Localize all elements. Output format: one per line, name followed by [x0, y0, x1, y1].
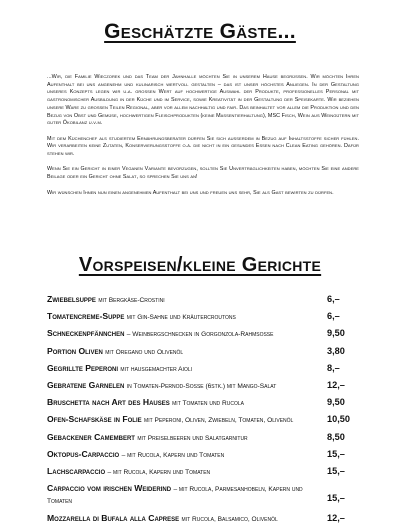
item-name: Schneckenpfännchen: [47, 328, 125, 339]
item-price: 8,–: [327, 362, 340, 373]
item-name: Carpaccio vom irischen Weiderind: [47, 483, 172, 494]
menu-list: [47, 294, 363, 530]
menu-item: [47, 346, 363, 358]
greeting-paragraph: ...Wir, die Familie Wieczorek und das Team der Jahnhalle möchten Sie in unserem Hause begrüssen. Wir möchten Ihren Aufenthalt bei uns angenehm und kulinarisch wertvoll gestalten – das ist unser höchstes Anliegen. In der Gestaltung unseres Konzepts legen wir u.a. grossen Wert auf hochwertige Auswahl der Produkte, professionelles Personal mit gastronomischer Ausbildung in der Küche und im Service, sowie Kreativität in der Gestaltung der Speisekarte. Wir beziehen unsere Ware zu grossen Teilen Regional, aber vor allem nachhaltig und fair. Das beinhaltet vor allem die Produktion und den Bezug von Obst und Gemüse, hochwertigen Fleischprodukten (keine Massentierhaltung), MSC Fisch, Wein aus Weingütern mit guter Ökobilanz u.v.m.: [47, 74, 359, 127]
menu-item: [47, 449, 363, 461]
menu-item: [47, 466, 363, 478]
item-description: – mit Rucola, Parmesanhobeln, Kapern und Tomaten: [47, 486, 303, 506]
item-name: Gegrillte Peperoni: [47, 362, 119, 373]
item-name: Portion Oliven: [47, 345, 103, 356]
item-price: 9,50: [327, 397, 345, 408]
menu-item: [47, 380, 363, 392]
item-price: 8,50: [327, 431, 345, 442]
item-description: mit Peperoni, Oliven, Zwiebeln, Tomaten, Olivenöl: [144, 417, 294, 425]
greeting-paragraph: Mit dem Küchenchef als studiertem Ernährungsberater dürfen Sie sich ausserdem in Bezug auf Inhaltsstoffe sicher fühlen. Wir verarbeiten keine Zutaten, Konservierungsstoffe o.ä. die nicht in ein gesundes Essen nach Clean Eating gehören. Dafür stehen wir.: [47, 135, 359, 158]
greeting-title: Geschätzte Gäste...: [104, 20, 296, 43]
item-name: Lachscarpaccio: [47, 466, 106, 477]
item-description: – Weinbergschnecken in Gorgonzola-Rahmsoße: [126, 331, 274, 339]
item-description: – mit Rucola, Kapern und Tomaten: [121, 451, 225, 459]
item-name: Gebackener Camembert: [47, 431, 135, 442]
item-price: 15,–: [327, 448, 345, 459]
item-name: Oktopus-Carpaccio: [47, 448, 120, 459]
item-description: mit Gin-Sahne und Kräutercroutons: [126, 314, 236, 322]
item-price: 3,80: [327, 345, 345, 356]
item-price: 15,–: [327, 493, 345, 504]
greeting-paragraph: Wenn Sie ein Gericht in einer Veganen Variante bevorzugen, sollten Sie Unverträglichkeiten haben, möchten Sie eine andere Beilage oder ein Gericht ohne Salat, so sprechen Sie uns an!: [47, 166, 359, 181]
item-name: Ofen-Schafskäse in Folie: [47, 414, 142, 425]
menu-item: [47, 328, 363, 340]
item-price: 6,–: [327, 311, 340, 322]
menu-item: [47, 432, 363, 444]
item-description: mit Oregano und Olivenöl: [105, 348, 184, 356]
menu-item: [47, 414, 363, 426]
menu-item: [47, 483, 363, 507]
item-name: Gebratene Garnelen: [47, 380, 125, 391]
greeting-text: [47, 74, 359, 197]
item-price: 10,50: [327, 414, 350, 425]
menu-item: [47, 363, 363, 375]
item-price: 9,50: [327, 328, 345, 339]
item-description: mit Tomaten und Rucola: [172, 400, 244, 408]
item-description: – mit Rucola, Kapern und Tomaten: [107, 469, 211, 477]
menu-item: [47, 311, 363, 323]
greeting-paragraph: Wir wünschen Ihnen nun einen angenehmen Aufenthalt bei uns und freuen uns sehr, Sie als Gast bewirten zu dürfen.: [47, 189, 334, 196]
menu-item: [47, 397, 363, 409]
item-name: Tomatencreme-Suppe: [47, 311, 125, 322]
item-price: 6,–: [327, 294, 340, 304]
item-name: Mozzarella di Bufala alla Caprese: [47, 512, 180, 523]
item-price: 12,–: [327, 380, 345, 391]
item-name: Bruschetta nach Art des Hauses: [47, 397, 170, 408]
item-description: mit Bergkäse-Crostini: [98, 297, 165, 304]
item-price: 15,–: [327, 466, 345, 477]
item-description: mit Rucola, Balsamico, Olivenöl: [181, 515, 278, 523]
menu-item: [47, 294, 363, 306]
menu-item: [47, 513, 363, 525]
item-name: Zwiebelsuppe: [47, 294, 96, 304]
section-title: Vorspeisen/kleine Gerichte: [78, 254, 322, 276]
item-price: 12,–: [327, 512, 345, 523]
item-description: in Tomaten-Pernod-Soße (6stk.) mit Mango-Salat: [126, 383, 277, 391]
item-description: mit hausgemachter Aioli: [120, 365, 193, 373]
item-description: mit Preiselbeeren und Salatgarnitur: [137, 434, 248, 442]
